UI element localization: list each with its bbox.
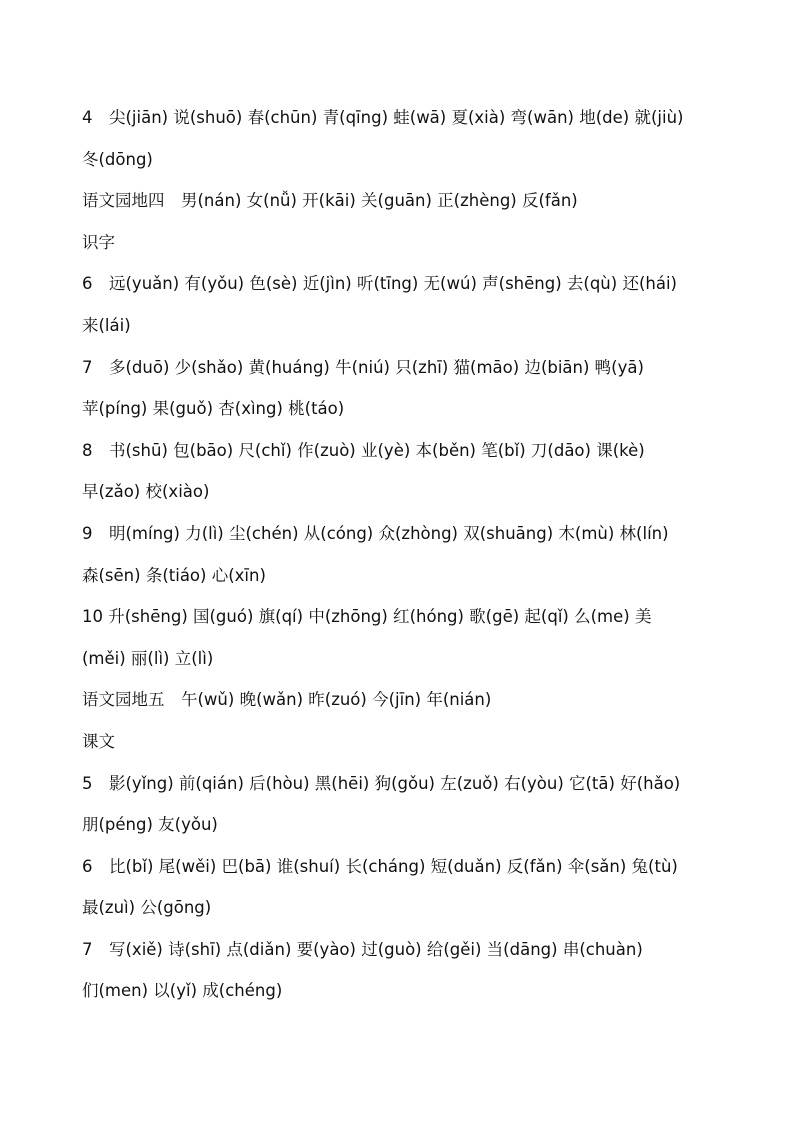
line-text: 10 升(shēng) 国(guó) 旗(qí) 中(zhōng) 红(hóng) 歌(gē) 起(qǐ) 么(me) 美 bbox=[82, 607, 652, 627]
line-text: 9 明(míng) 力(lì) 尘(chén) 从(cóng) 众(zhòng) 双(shuāng) 木(mù) 林(lín) bbox=[82, 523, 669, 543]
text-line bbox=[82, 596, 714, 638]
text-line bbox=[82, 513, 714, 555]
line-text: (měi) 丽(lì) 立(lì) bbox=[82, 648, 214, 668]
text-line bbox=[82, 638, 714, 680]
text-line bbox=[82, 929, 714, 971]
text-line bbox=[82, 97, 714, 139]
text-line bbox=[82, 555, 714, 597]
text-line bbox=[82, 347, 714, 389]
section-heading bbox=[82, 679, 714, 721]
line-text: 7 多(duō) 少(shǎo) 黄(huáng) 牛(niú) 只(zhī) 猫(māo) 边(biān) 鸭(yā) bbox=[82, 357, 644, 377]
section-heading bbox=[82, 180, 714, 222]
line-text: 早(zǎo) 校(xiào) bbox=[82, 482, 210, 502]
line-text: 苹(píng) 果(guǒ) 杏(xìng) 桃(táo) bbox=[82, 399, 345, 419]
line-text: 语文园地四 男(nán) 女(nǚ) 开(kāi) 关(guān) 正(zhèng) 反(fǎn) bbox=[82, 191, 578, 211]
text-line bbox=[82, 388, 714, 430]
line-text: 冬(dōng) bbox=[82, 149, 153, 169]
text-line bbox=[82, 763, 714, 805]
text-line bbox=[82, 804, 714, 846]
text-line bbox=[82, 430, 714, 472]
line-text: 课文 bbox=[82, 731, 115, 751]
line-text: 识字 bbox=[82, 232, 115, 252]
line-text: 8 书(shū) 包(bāo) 尺(chǐ) 作(zuò) 业(yè) 本(běn) 笔(bǐ) 刀(dāo) 课(kè) bbox=[82, 440, 645, 460]
text-line bbox=[82, 263, 714, 305]
text-line bbox=[82, 471, 714, 513]
text-line bbox=[82, 139, 714, 181]
line-text: 5 影(yǐng) 前(qián) 后(hòu) 黑(hēi) 狗(gǒu) 左(zuǒ) 右(yòu) 它(tā) 好(hǎo) bbox=[82, 773, 681, 793]
line-text: 7 写(xiě) 诗(shī) 点(diǎn) 要(yào) 过(guò) 给(gěi) 当(dāng) 串(chuàn) bbox=[82, 939, 643, 959]
section-heading bbox=[82, 222, 714, 264]
line-text: 森(sēn) 条(tiáo) 心(xīn) bbox=[82, 565, 266, 585]
line-text: 语文园地五 午(wǔ) 晚(wǎn) 昨(zuó) 今(jīn) 年(nián) bbox=[82, 690, 492, 710]
line-text: 来(lái) bbox=[82, 315, 131, 335]
text-line bbox=[82, 887, 714, 929]
line-text: 们(men) 以(yǐ) 成(chéng) bbox=[82, 981, 283, 1001]
line-text: 6 比(bǐ) 尾(wěi) 巴(bā) 谁(shuí) 长(cháng) 短(duǎn) 反(fǎn) 伞(sǎn) 兔(tù) bbox=[82, 856, 678, 876]
line-text: 最(zuì) 公(gōng) bbox=[82, 898, 212, 918]
line-text: 朋(péng) 友(yǒu) bbox=[82, 815, 218, 835]
line-text: 6 远(yuǎn) 有(yǒu) 色(sè) 近(jìn) 听(tīng) 无(wú) 声(shēng) 去(qù) 还(hái) bbox=[82, 274, 677, 294]
line-text: 4 尖(jiān) 说(shuō) 春(chūn) 青(qīng) 蛙(wā) 夏(xià) 弯(wān) 地(de) 就(jiù) bbox=[82, 108, 684, 127]
document-body bbox=[82, 97, 714, 1012]
text-line bbox=[82, 846, 714, 888]
section-heading bbox=[82, 721, 714, 763]
text-line bbox=[82, 970, 714, 1012]
text-line bbox=[82, 305, 714, 347]
